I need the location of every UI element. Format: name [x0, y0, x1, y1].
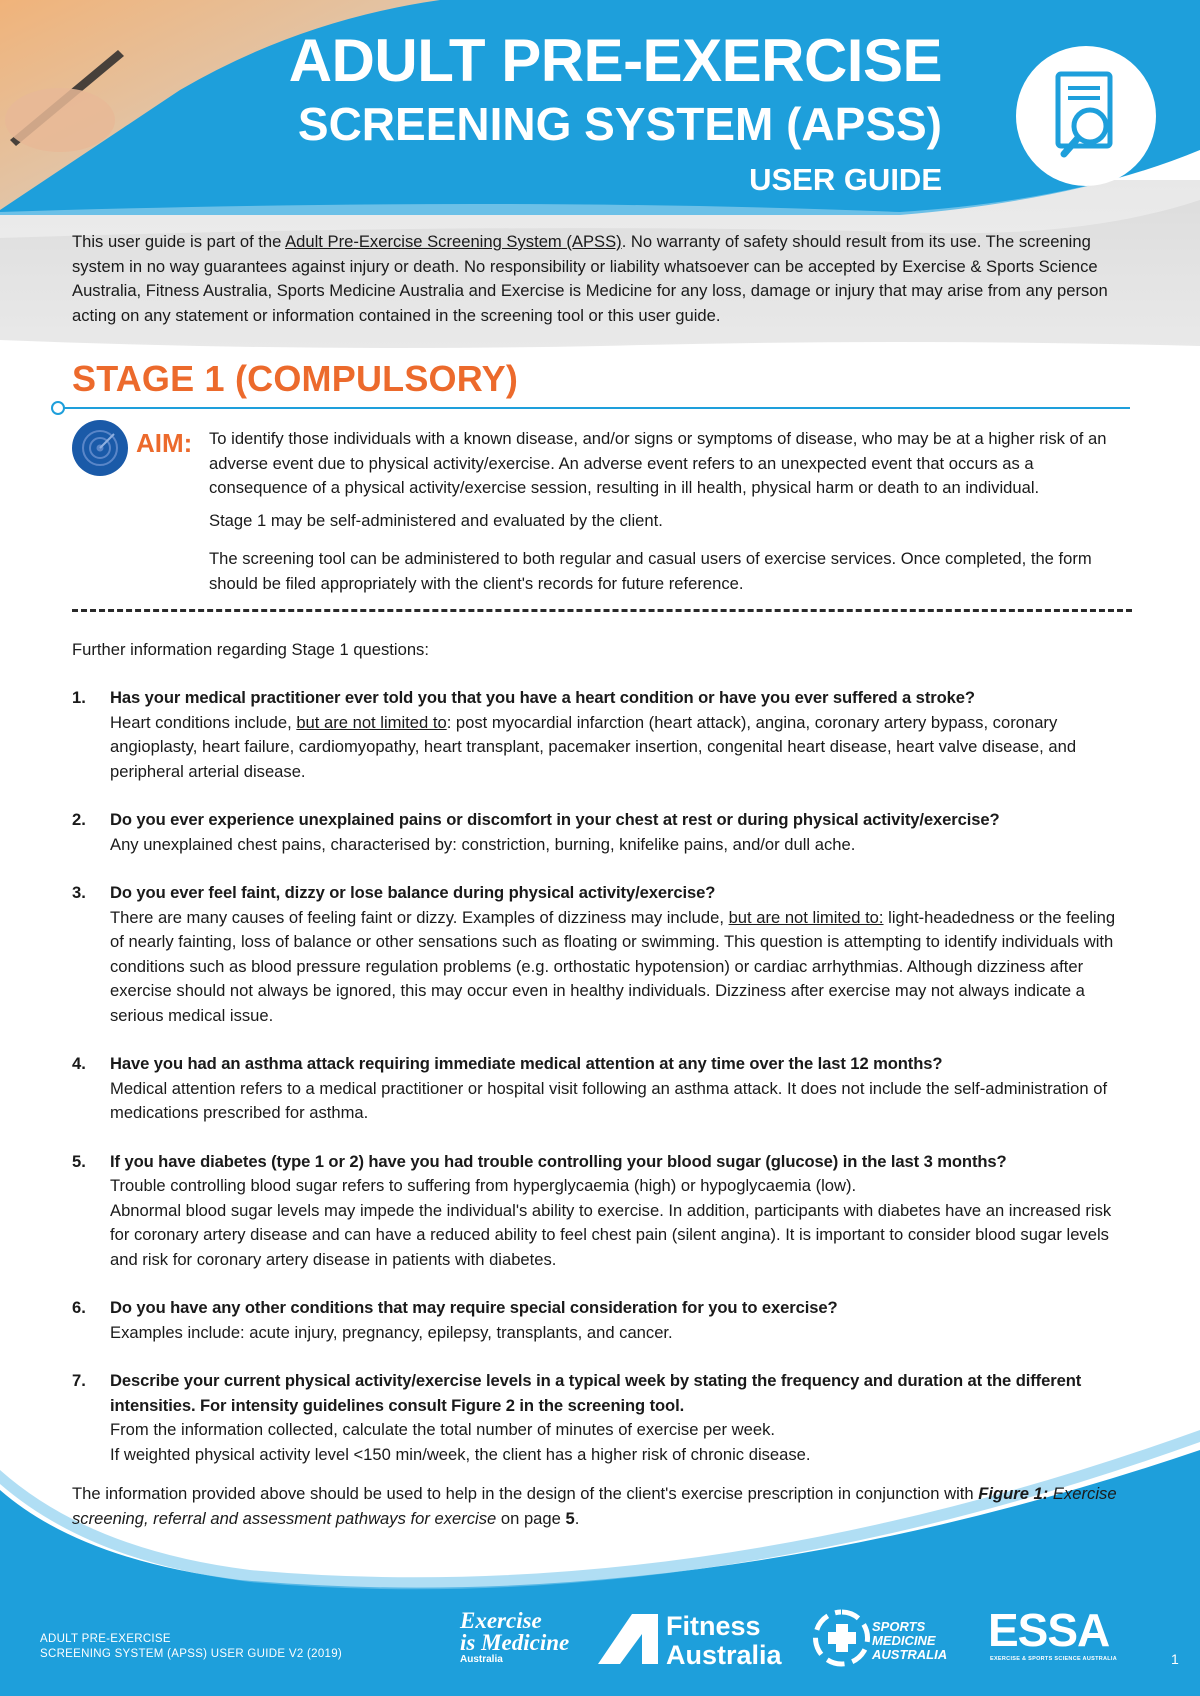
question-body: Examples include: acute injury, pregnancy, epilepsy, transplants, and cancer.	[110, 1322, 673, 1342]
question-body: Medical attention refers to a medical practitioner or hospital visit following an asthma attack. It does not include the self-administration of medications prescribed for asthma.	[110, 1078, 1108, 1122]
aim-paragraph: To identify those individuals with a known disease, and/or signs or symptoms of disease, who may be at a higher risk of an adverse event due to physical activity/exercise. An adverse event refers to an unexpected event that occurs as a consequence of a physical activity/exercise session, resulting in ill health, physical harm or death to an individual.	[209, 429, 1107, 497]
question-text: Have you had an asthma attack requiring immediate medical attention at any time over the last 12 months?	[110, 1054, 943, 1073]
question-text: If you have diabetes (type 1 or 2) have you had trouble controlling your blood sugar (glucose) in the last 3 months?	[110, 1151, 1007, 1171]
section-dashed-divider	[72, 609, 1132, 612]
title-line-2: SCREENING SYSTEM (APSS)	[297, 98, 942, 150]
aim-label: AIM:	[136, 428, 193, 458]
question-body: If weighted physical activity level <150 min/week, the client has a higher risk of chronic disease.	[110, 1444, 811, 1464]
closing-paragraph: The information provided above should be used to help in the design of the client's exercise prescription in conjunction with Figure 1: Exercise screening, referral and assessment pathways for exercise on page 5.	[72, 1484, 1117, 1528]
sports-medicine-australia-logo-mark	[812, 1608, 872, 1668]
hand-illustration	[5, 88, 115, 152]
question-text: Do you ever experience unexplained pains or discomfort in your chest at rest or during physical activity/exercise?	[110, 810, 1000, 829]
aim-text	[209, 427, 1133, 604]
disclaimer-text: This user guide is part of the Adult Pre-Exercise Screening System (APSS). No warranty of safety should result from its use. The screening system in no way guarantees against injury or death. No responsibility or liability whatsoever can be accepted by Exercise & Sports Science Australia, Fitness Australia, Sports Medicine Australia and Exercise is Medicine for any loss, damage or injury that may arise from any person acting on any statement or information contained in the screening tool or this user guide.	[72, 232, 1108, 325]
aim-paragraph: Stage 1 may be self-administered and evaluated by the client.	[209, 510, 663, 530]
target-icon	[72, 420, 128, 476]
stage-heading: STAGE 1 (COMPULSORY)	[72, 358, 519, 399]
question-number: 1.	[72, 688, 86, 707]
question-number: 2.	[72, 810, 86, 829]
aim-paragraph: The screening tool can be administered to both regular and casual users of exercise services. Once completed, the form should be filed appropriately with the client's records for future reference.	[209, 549, 1092, 593]
page-number: 1	[1171, 1651, 1179, 1667]
essa-logo: ESSA	[988, 1604, 1110, 1656]
question-number: 6.	[72, 1298, 86, 1317]
question-body: Trouble controlling blood sugar refers to suffering from hyperglycaemia (high) or hypoglycaemia (low).	[110, 1176, 857, 1195]
question-item	[72, 881, 1132, 1028]
title-line-1: ADULT PRE-EXERCISE	[288, 27, 942, 94]
question-body: Abnormal blood sugar levels may impede the individual's ability to exercise. In addition, participants with diabetes have an increased risk for coronary artery disease and can have a reduced ability to feel chest pain (silent angina). It is important to consider blood sugar levels and risk for coronary artery disease in patients with diabetes.	[110, 1200, 1112, 1269]
question-body: From the information collected, calculate the total number of minutes of exercise per week.	[110, 1420, 775, 1439]
question-list	[72, 686, 1132, 1491]
question-item	[72, 686, 1132, 784]
question-text: Do you ever feel faint, dizzy or lose balance during physical activity/exercise?	[110, 883, 716, 902]
question-number: 3.	[72, 883, 86, 902]
question-body: Any unexplained chest pains, characterised by: constriction, burning, knifelike pains, and/or dull ache.	[110, 834, 856, 854]
question-item	[72, 1296, 1132, 1345]
fitness-australia-logo: Fitness Australia	[666, 1611, 782, 1670]
question-number: 4.	[72, 1054, 86, 1073]
question-text: Has your medical practitioner ever told you that you have a heart condition or have you ever suffered a stroke?	[110, 688, 975, 707]
question-text: Describe your current physical activity/exercise levels in a typical week by stating the frequency and duration at the different intensities. For intensity guidelines consult Figure 2 in the screening tool.	[110, 1371, 1082, 1415]
stage-divider-dot	[51, 401, 65, 415]
exercise-is-medicine-logo: Exercise is Medicine Australia	[460, 1608, 570, 1665]
apss-link[interactable]: Adult Pre-Exercise Screening System (APSS)	[285, 232, 622, 251]
document-search-icon	[1016, 46, 1156, 186]
question-body: Heart conditions include, but are not limited to: post myocardial infarction (heart attack), angina, coronary artery bypass, coronary angioplasty, heart failure, cardiomyopathy, heart transplant, pacemaker insertion, congenital heart disease, heart valve disease, and peripheral arterial disease.	[110, 712, 1077, 781]
stage-divider	[54, 407, 1130, 409]
essa-logo-subtitle: EXERCISE & SPORTS SCIENCE AUSTRALIA	[990, 1656, 1118, 1662]
further-info-heading: Further information regarding Stage 1 questions:	[72, 640, 429, 659]
question-item	[72, 808, 1132, 857]
header-title-block	[288, 27, 942, 198]
question-body: There are many causes of feeling faint or dizzy. Examples of dizziness may include, but are not limited to: light-headedness or the feeling of nearly fainting, loss of balance or other sensations such as floating or swimming. This question is attempting to identify individuals with conditions such as blood pressure regulation problems (e.g. orthostatic hypotension) or cardiac arrhythmias. Although dizziness after exercise should not always be ignored, this may occur even in healthy individuals. Dizziness after exercise may not always indicate a serious medical issue.	[110, 907, 1116, 1025]
question-item	[72, 1052, 1132, 1126]
title-line-3: USER GUIDE	[749, 162, 942, 197]
question-item	[72, 1369, 1132, 1467]
footer-document-title: ADULT PRE-EXERCISE SCREENING SYSTEM (APSS) USER GUIDE V2 (2019)	[40, 1633, 343, 1660]
sports-medicine-australia-logo: SPORTS MEDICINE AUSTRALIA	[872, 1619, 948, 1662]
question-number: 7.	[72, 1371, 86, 1390]
question-number: 5.	[72, 1151, 86, 1171]
question-item	[72, 1150, 1132, 1273]
question-text: Do you have any other conditions that may require special consideration for you to exercise?	[110, 1298, 838, 1317]
fitness-australia-logo-mark	[598, 1614, 658, 1664]
